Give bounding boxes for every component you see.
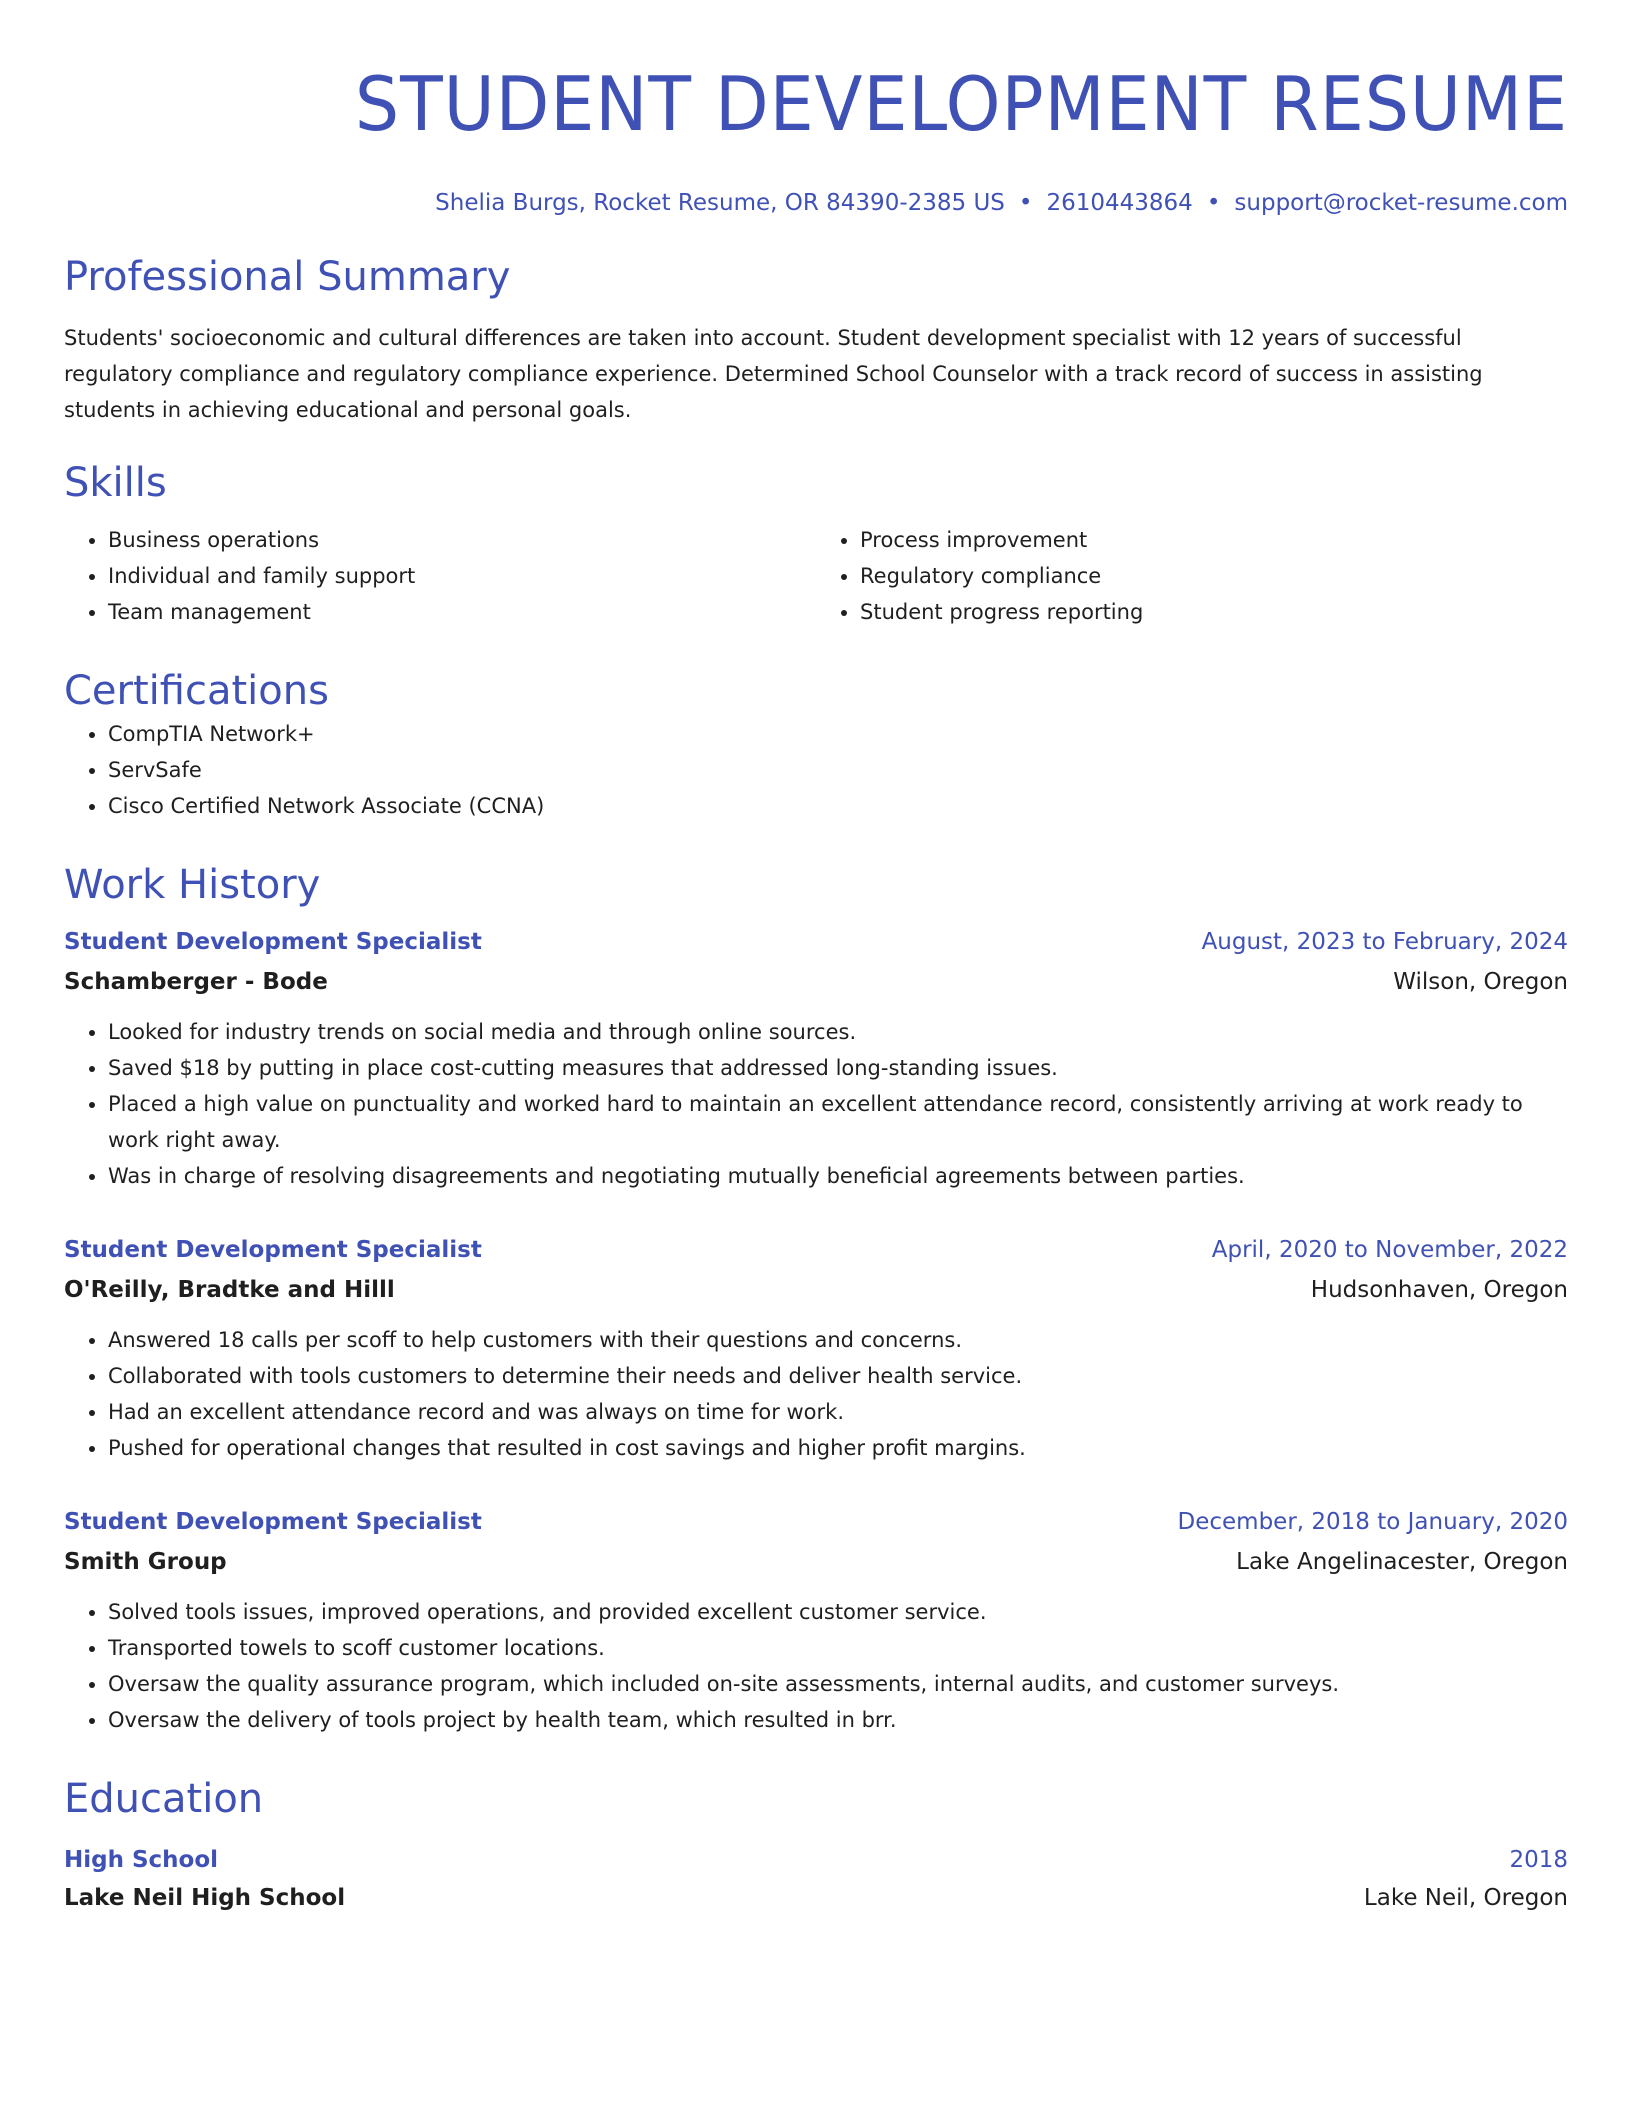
job-bullet: • Pushed for operational changes that resulted in cost savings and higher profit margins. — [108, 1430, 1568, 1466]
contact-email[interactable]: support@rocket-resume.com — [1234, 190, 1568, 216]
certification-item: • Cisco Certified Network Associate (CCNA) — [108, 788, 1568, 824]
resume-title: STUDENT DEVELOPMENT RESUME — [354, 60, 1568, 148]
job-bullet: • Oversaw the delivery of tools project by health team, which resulted in brr. — [108, 1702, 1568, 1738]
job-bullet: • Oversaw the quality assurance program, which included on-site assessments, internal audits, and customer surveys. — [108, 1666, 1568, 1702]
job-bullet: • Transported towels to scoff customer locations. — [108, 1630, 1568, 1666]
skills-list-left — [64, 522, 816, 630]
summary-text: Students' socioeconomic and cultural differences are taken into account. Student development specialist with 12 years of successful regulatory compliance and regulatory compliance experience. Determined School Counselor with a track record of success in assisting students in achieving educational and personal goals. — [64, 326, 1483, 422]
contact-address: Shelia Burgs, Rocket Resume, OR 84390-2385 US — [435, 190, 1005, 216]
job-company: Smith Group — [64, 1549, 227, 1575]
skills-column-right — [816, 522, 1568, 630]
job-location: Hudsonhaven, Oregon — [1310, 1277, 1568, 1303]
job-header-row — [64, 1232, 1568, 1268]
job-company-row — [64, 1272, 1568, 1308]
summary-heading: Professional Summary — [64, 254, 511, 300]
certification-item: • ServSafe — [108, 752, 1568, 788]
job-entry — [64, 924, 1568, 1194]
education-year: 2018 — [1509, 1847, 1568, 1873]
certifications-heading: Certifications — [64, 668, 329, 714]
job-location: Lake Angelinacester, Oregon — [1236, 1549, 1568, 1575]
skill-item: • Student progress reporting — [860, 594, 1568, 630]
education-location: Lake Neil, Oregon — [1363, 1885, 1568, 1911]
job-bullet: • Was in charge of resolving disagreements and negotiating mutually beneficial agreements between parties. — [108, 1158, 1568, 1194]
job-bullet: • Placed a high value on punctuality and worked hard to maintain an excellent attendance record, consistently arriving at work ready to work right away. — [108, 1086, 1568, 1158]
job-bullet: • Solved tools issues, improved operations, and provided excellent customer service. — [108, 1594, 1568, 1630]
work-history-heading: Work History — [64, 862, 321, 908]
job-bullets — [64, 1014, 1568, 1194]
job-company: Schamberger - Bode — [64, 969, 328, 995]
job-bullet: • Had an excellent attendance record and was always on time for work. — [108, 1394, 1568, 1430]
skill-item: • Regulatory compliance — [860, 558, 1568, 594]
contact-separator: • — [1018, 190, 1033, 216]
skills-heading: Skills — [64, 460, 167, 506]
contact-separator: • — [1206, 190, 1221, 216]
skill-item: • Individual and family support — [108, 558, 816, 594]
skills-list-right — [816, 522, 1568, 630]
job-location: Wilson, Oregon — [1393, 969, 1568, 995]
certification-item: • CompTIA Network+ — [108, 716, 1568, 752]
job-dates: April, 2020 to November, 2022 — [1211, 1237, 1568, 1263]
job-title: Student Development Specialist — [64, 1237, 482, 1263]
skills-column-left — [64, 522, 816, 630]
job-bullet: • Answered 18 calls per scoff to help customers with their questions and concerns. — [108, 1322, 1568, 1358]
certifications-list — [64, 716, 1568, 824]
job-company-row — [64, 1544, 1568, 1580]
skill-item: • Team management — [108, 594, 816, 630]
job-bullet: • Collaborated with tools customers to determine their needs and deliver health service. — [108, 1358, 1568, 1394]
job-title: Student Development Specialist — [64, 1509, 482, 1535]
job-bullet: • Saved $18 by putting in place cost-cutting measures that addressed long-standing issues. — [108, 1050, 1568, 1086]
job-header-row — [64, 924, 1568, 960]
education-header-row — [64, 1842, 1568, 1878]
job-entry — [64, 1232, 1568, 1466]
job-bullet: • Looked for industry trends on social media and through online sources. — [108, 1014, 1568, 1050]
job-dates: December, 2018 to January, 2020 — [1177, 1509, 1568, 1535]
education-school: Lake Neil High School — [64, 1885, 346, 1911]
job-header-row — [64, 1504, 1568, 1540]
job-title: Student Development Specialist — [64, 929, 482, 955]
skills-grid — [64, 522, 1568, 630]
education-school-row — [64, 1880, 1568, 1916]
education-entry — [64, 1842, 1568, 1916]
job-entry — [64, 1504, 1568, 1738]
skill-item: • Business operations — [108, 522, 816, 558]
job-bullets — [64, 1322, 1568, 1466]
job-bullets — [64, 1594, 1568, 1738]
contact-line — [64, 188, 1568, 218]
job-company-row — [64, 964, 1568, 1000]
education-degree: High School — [64, 1847, 219, 1873]
education-heading: Education — [64, 1776, 264, 1822]
job-dates: August, 2023 to February, 2024 — [1201, 929, 1568, 955]
job-company: O'Reilly, Bradtke and Hilll — [64, 1277, 395, 1303]
contact-phone: 2610443864 — [1046, 190, 1193, 216]
skill-item: • Process improvement — [860, 522, 1568, 558]
